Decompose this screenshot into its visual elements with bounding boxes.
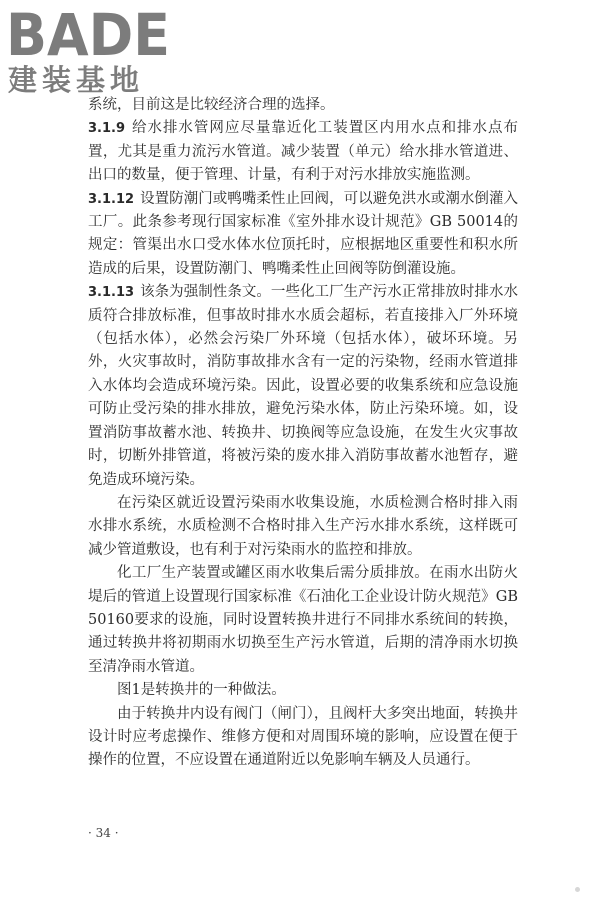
clause-3-1-13 <box>88 281 518 492</box>
corner-dot <box>575 887 580 892</box>
document-body <box>88 94 518 773</box>
clause-3-1-12 <box>88 188 518 282</box>
clause-text: 设置防潮门或鸭嘴柔性止回阀，可以避免洪水或潮水倒灌入工厂。此条参考现行国家标准《室外排水设计规范》GB 50014的规定：管渠出水口受水体水位顶托时，应根据地区重要性和积水所造成的后果，设置防潮门、鸭嘴柔性止回阀等防倒灌设施。 <box>88 190 518 277</box>
clause-text: 该条为强制性条文。一些化工厂生产污水正常排放时排水水质符合排放标准，但事故时排水水质会超标，若直接排入厂外环境（包括水体），必然会污染厂外环境（包括水体），破坏环境。另外，火灾事故时，消防事故排水含有一定的污染物，经雨水管道排入水体均会造成环境污染。因此，设置必要的收集系统和应急设施可防止受污染的排水排放，避免污染水体，防止污染环境。如，设置消防事故蓄水池、转换井、切换阀等应急设施，在发生火灾事故时，切断外排管道，将被污染的废水排入消防事故蓄水池暂存，避免造成环境污染。 <box>88 284 518 488</box>
logo-graphic <box>6 4 176 62</box>
page-number: · 34 · <box>88 826 119 840</box>
logo-text: BADE <box>6 4 170 62</box>
paragraph-valve-design <box>88 703 518 773</box>
paragraph-polluted-rainwater <box>88 492 518 562</box>
logo-subtitle: 建装基地 <box>8 63 145 97</box>
clause-number: 3.1.13 <box>88 285 135 301</box>
paragraph-figure-reference <box>88 679 518 702</box>
paragraph-rainwater-collection <box>88 562 518 679</box>
watermark-logo <box>6 4 176 96</box>
paragraph-text: 系统，目前这是比较经济合理的选择。 <box>88 97 335 113</box>
paragraph-text: 图1是转换井的一种做法。 <box>117 682 286 699</box>
paragraph-text: 在污染区就近设置污染雨水收集设施，水质检测合格时排入雨水排水系统，水质检测不合格时排入生产污水排水系统，这样既可减少管道敷设，也有利于对污染雨水的监控和排放。 <box>88 494 518 558</box>
paragraph-text: 由于转换井内设有阀门（闸门），且阀杆大多突出地面，转换井设计时应考虑操作、维修方便和对周围环境的影响，应设置在便于操作的位置，不应设置在通道附近以免影响车辆及人员通行。 <box>88 705 518 769</box>
clause-3-1-9 <box>88 117 518 187</box>
paragraph-continuation <box>88 94 518 117</box>
clause-text: 给水排水管网应尽量靠近化工装置区内用水点和排水点布置，尤其是重力流污水管道。减少装置（单元）给水排水管道进、出口的数量，便于管理、计量，有利于对污水排放实施监测。 <box>88 120 518 184</box>
paragraph-text: 化工厂生产装置或罐区雨水收集后需分质排放。在雨水出防火堤后的管道上设置现行国家标准《石油化工企业设计防火规范》GB 50160要求的设施，同时设置转换井进行不同排水系统间的转换，通过转换井将初期雨水切换至生产污水管道，后期的清净雨水切换至清净雨水管道。 <box>88 565 518 675</box>
clause-number: 3.1.9 <box>88 121 126 137</box>
clause-number: 3.1.12 <box>88 191 135 207</box>
